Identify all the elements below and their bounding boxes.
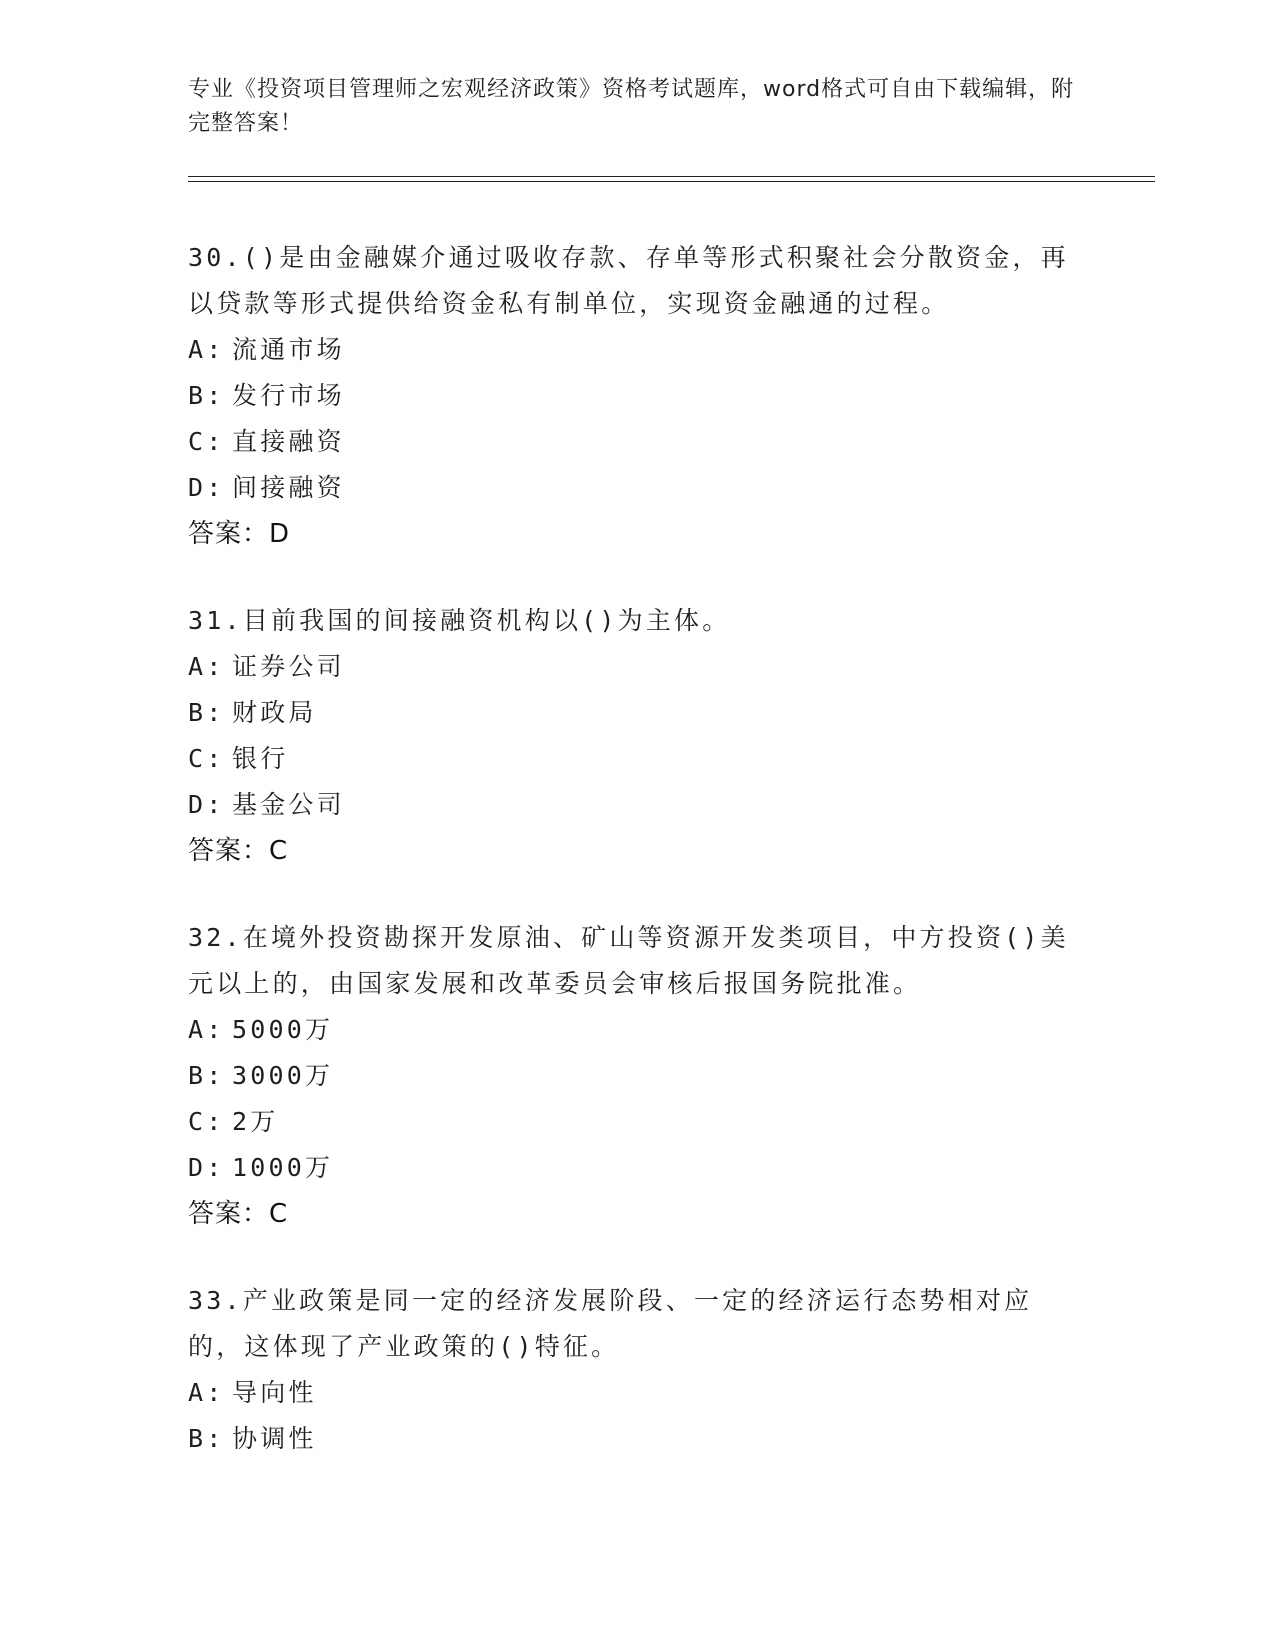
option-c [188,419,1088,465]
option-b [188,373,1088,419]
option-text: 1000万 [232,1153,334,1182]
question-31 [188,598,1088,874]
question-33 [188,1278,1088,1462]
option-text: 证券公司 [232,652,345,681]
option-text: 基金公司 [232,790,345,819]
option-letter: A: [188,1015,225,1044]
option-text: 直接融资 [232,427,345,456]
option-c [188,1099,1088,1145]
question-list [188,235,1088,1503]
option-text: 财政局 [232,698,317,727]
question-30 [188,235,1088,557]
option-letter: A: [188,652,225,681]
question-text: 30.()是由金融媒介通过吸收存款、存单等形式积聚社会分散资金，再以贷款等形式提供给资金私有制单位，实现资金融通的过程。 [188,243,1069,318]
option-letter: D: [188,790,225,819]
option-b [188,1416,1088,1462]
option-d [188,465,1088,511]
option-d [188,782,1088,828]
answer-text: 答案：D [188,519,291,549]
option-letter: A: [188,1378,225,1407]
question-text: 31.目前我国的间接融资机构以()为主体。 [188,606,731,635]
option-letter: B: [188,381,225,410]
option-a [188,1370,1088,1416]
question-32 [188,915,1088,1237]
option-text: 5000万 [232,1015,334,1044]
header-divider-bottom [188,181,1155,182]
option-text: 发行市场 [232,381,345,410]
option-letter: A: [188,335,225,364]
option-d [188,1145,1088,1191]
option-a [188,327,1088,373]
header-divider-top [188,176,1155,177]
option-letter: C: [188,427,225,456]
option-letter: D: [188,473,225,502]
option-text: 3000万 [232,1061,334,1090]
option-letter: D: [188,1153,225,1182]
answer-text: 答案：C [188,836,289,866]
option-b [188,1053,1088,1099]
answer-text: 答案：C [188,1199,289,1229]
option-text: 2万 [232,1107,279,1136]
option-c [188,736,1088,782]
option-a [188,644,1088,690]
option-letter: B: [188,698,225,727]
option-letter: B: [188,1424,225,1453]
option-letter: C: [188,744,225,773]
option-b [188,690,1088,736]
option-letter: C: [188,1107,225,1136]
option-text: 协调性 [232,1424,317,1453]
option-text: 导向性 [232,1378,317,1407]
question-text: 32.在境外投资勘探开发原油、矿山等资源开发类项目，中方投资()美元以上的，由国家发展和改革委员会审核后报国务院批准。 [188,923,1069,998]
option-letter: B: [188,1061,225,1090]
option-text: 银行 [232,744,289,773]
option-text: 流通市场 [232,335,345,364]
question-text: 33.产业政策是同一定的经济发展阶段、一定的经济运行态势相对应的，这体现了产业政策的()特征。 [188,1286,1033,1361]
option-text: 间接融资 [232,473,345,502]
option-a [188,1007,1088,1053]
document-header: 专业《投资项目管理师之宏观经济政策》资格考试题库，word格式可自由下载编辑，附完整答案！ [188,77,1075,136]
